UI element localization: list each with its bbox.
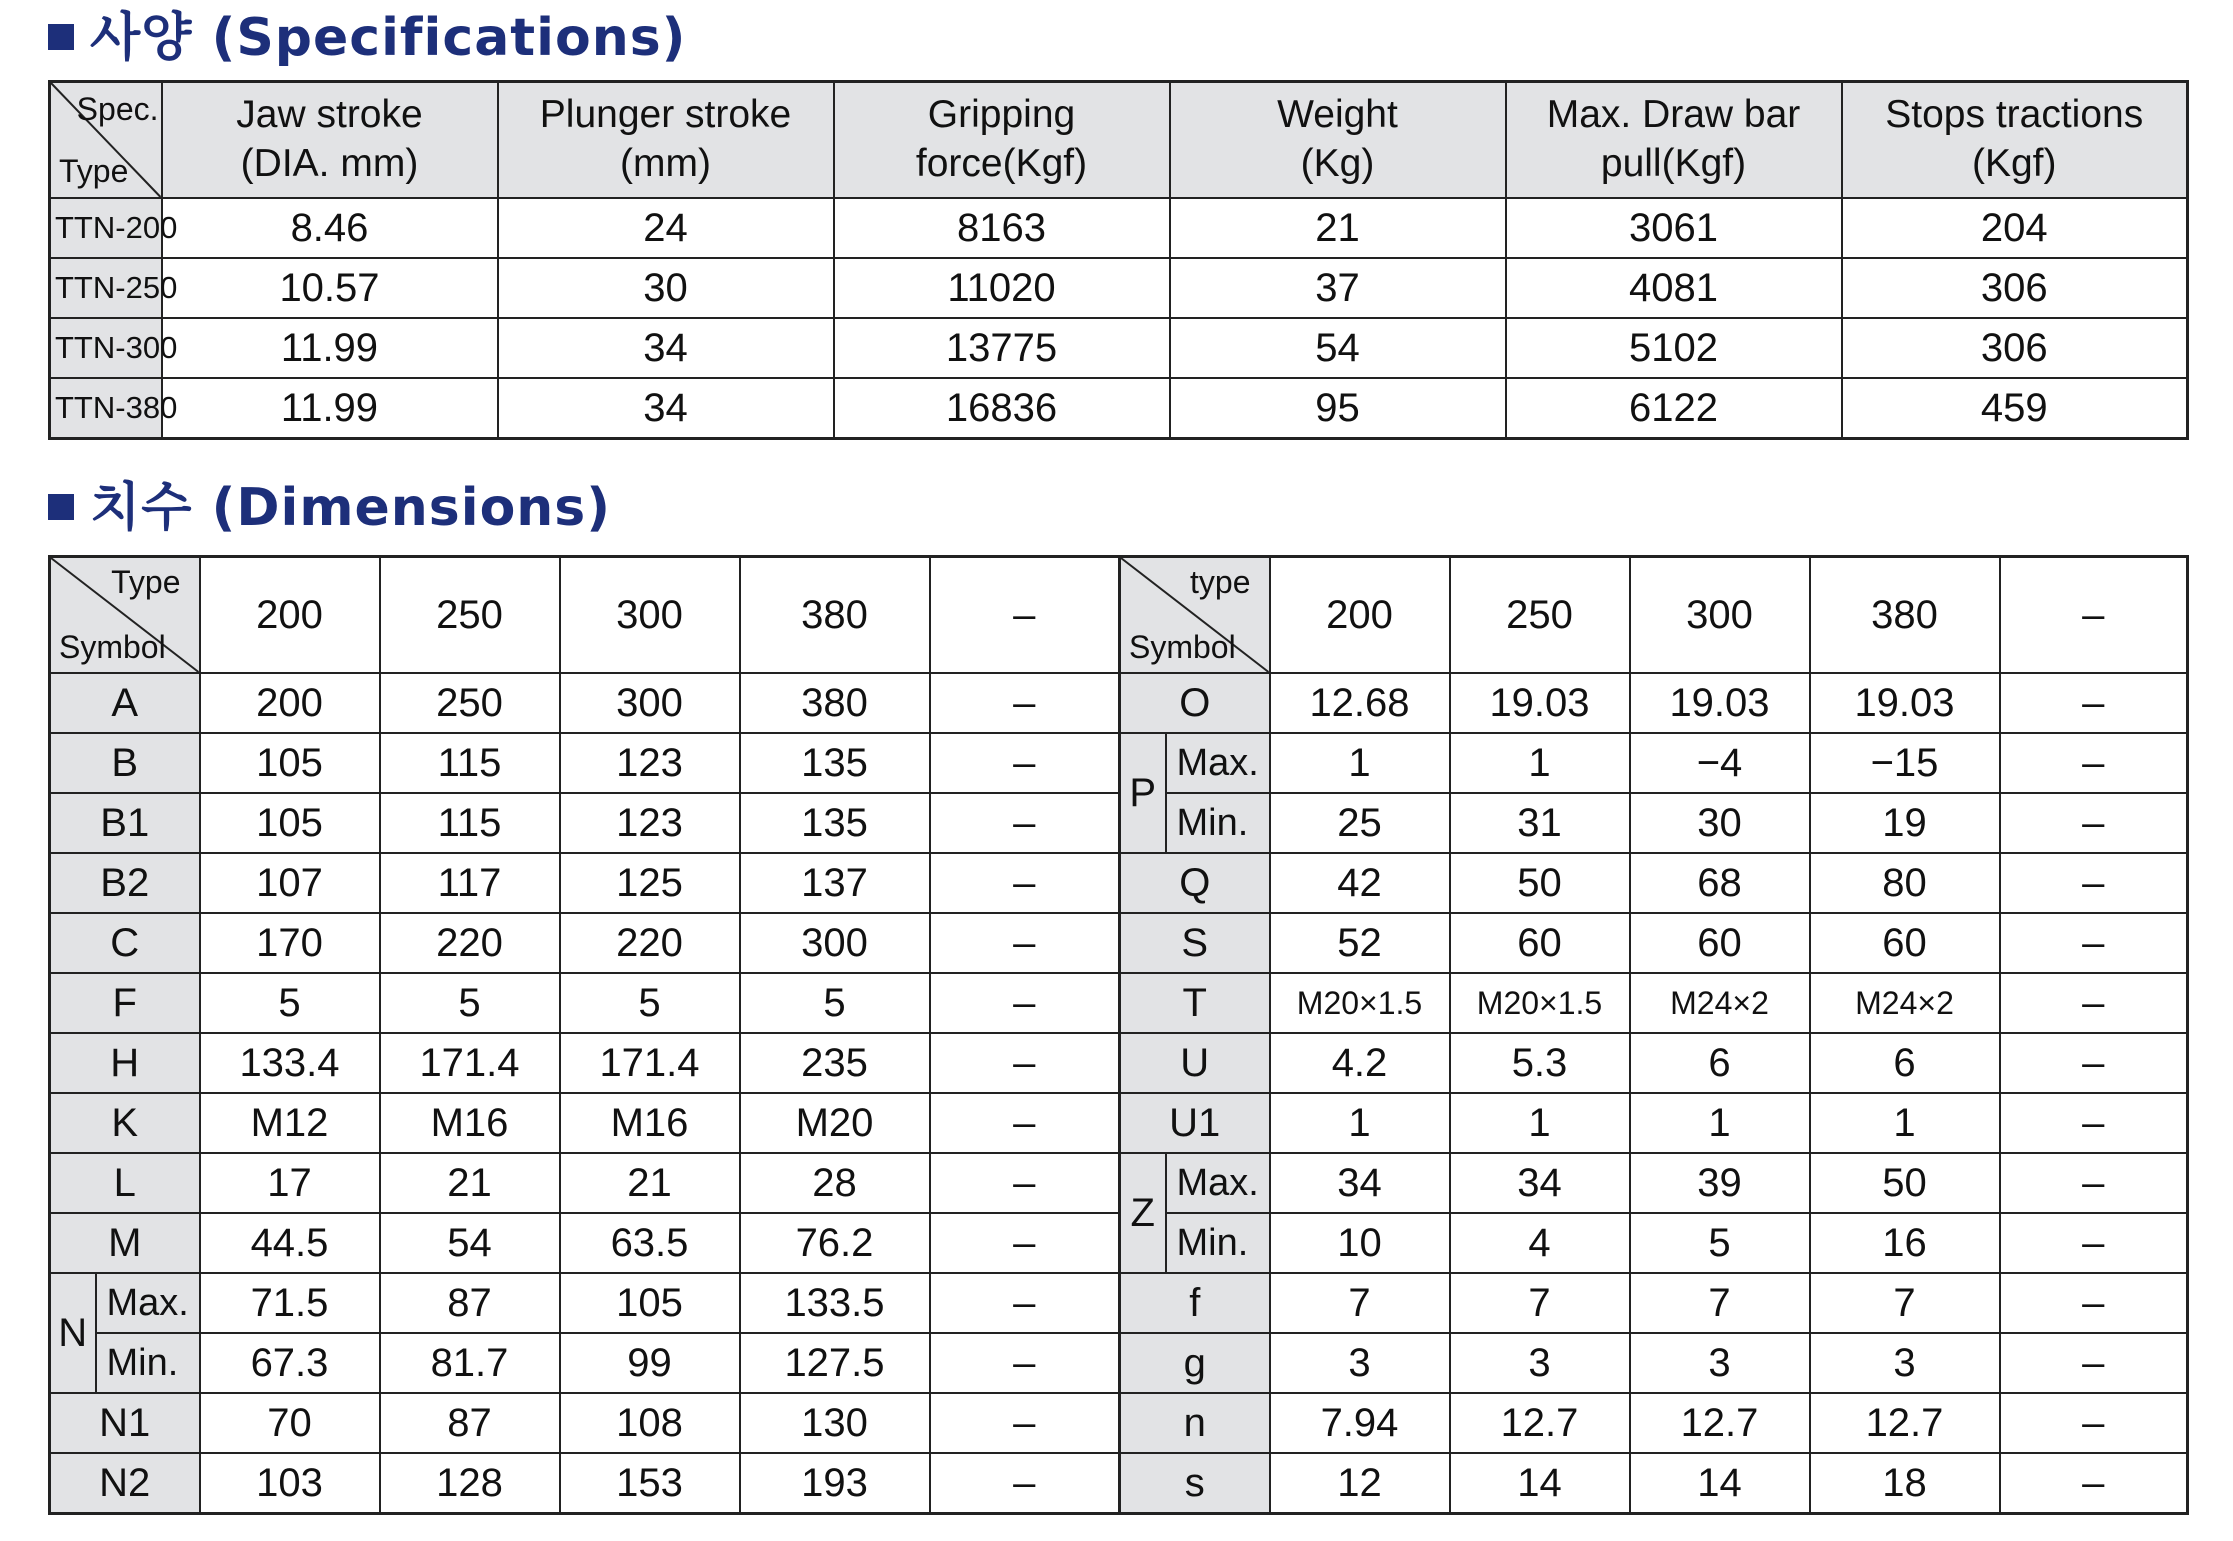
dim-left-symbol-cell: N2: [50, 1453, 200, 1514]
dim-right-value-cell: –: [2000, 1273, 2188, 1333]
dim-left-symbol-cell: C: [50, 913, 200, 973]
dim-left-symbol-cell: N: [50, 1273, 96, 1393]
dim-right-row: [1120, 1453, 2188, 1514]
dim-right-value-cell: 7: [1810, 1273, 2000, 1333]
dim-left-symbol-cell: M: [50, 1213, 200, 1273]
dim-left-value-cell: 135: [740, 733, 930, 793]
dim-right-row: [1120, 733, 2188, 793]
dim-left-value-cell: 135: [740, 793, 930, 853]
dim-left-value-cell: 44.5: [200, 1213, 380, 1273]
spec-value-cell: 34: [498, 378, 834, 439]
dim-right-value-cell: –: [2000, 973, 2188, 1033]
dim-right-symbol-cell: P: [1120, 733, 1166, 853]
dim-right-sub-symbol-cell: Max.: [1166, 733, 1270, 793]
dim-right-symbol-cell: Q: [1120, 853, 1270, 913]
dim-left-value-cell: 76.2: [740, 1213, 930, 1273]
spec-value-cell: 459: [1842, 378, 2188, 439]
spec-header-draw-bar-pull: Max. Draw bar pull(Kgf): [1506, 82, 1842, 199]
spec-value-cell: 54: [1170, 318, 1506, 378]
dim-right-value-cell: M24×2: [1810, 973, 2000, 1033]
spec-value-cell: 10.57: [162, 258, 498, 318]
dim-right-value-cell: 60: [1630, 913, 1810, 973]
dim-right-corner-top-label: type: [1190, 564, 1251, 600]
dimensions-table-left: [48, 555, 1121, 1515]
dim-right-value-cell: −15: [1810, 733, 2000, 793]
dim-left-value-cell: –: [930, 1453, 1120, 1514]
dim-right-value-cell: 60: [1450, 913, 1630, 973]
dim-left-value-cell: 105: [200, 793, 380, 853]
dim-left-value-cell: –: [930, 733, 1120, 793]
dim-left-value-cell: 153: [560, 1453, 740, 1514]
dim-right-value-cell: 1: [1270, 733, 1450, 793]
spec-row: [50, 198, 2188, 258]
dim-left-value-cell: M16: [380, 1093, 560, 1153]
square-bullet-icon: [48, 24, 74, 50]
dim-left-value-cell: 81.7: [380, 1333, 560, 1393]
dim-right-value-cell: 1: [1450, 1093, 1630, 1153]
dim-left-value-cell: 5: [200, 973, 380, 1033]
dim-right-value-cell: 1: [1810, 1093, 2000, 1153]
dim-left-row: [50, 1213, 1120, 1273]
dim-left-col-header: 250: [380, 557, 560, 674]
dim-right-col-header: –: [2000, 557, 2188, 674]
dim-left-value-cell: 123: [560, 793, 740, 853]
dim-right-value-cell: 52: [1270, 913, 1450, 973]
dim-right-symbol-cell: f: [1120, 1273, 1270, 1333]
dim-right-value-cell: 50: [1450, 853, 1630, 913]
dim-left-col-header: 380: [740, 557, 930, 674]
dim-right-symbol-cell: O: [1120, 673, 1270, 733]
dim-right-value-cell: 6: [1810, 1033, 2000, 1093]
spec-header-plunger-stroke: Plunger stroke (mm): [498, 82, 834, 199]
dim-right-value-cell: 1: [1450, 733, 1630, 793]
dim-left-symbol-cell: B1: [50, 793, 200, 853]
spec-value-cell: 30: [498, 258, 834, 318]
dim-right-sub-symbol-cell: Min.: [1166, 793, 1270, 853]
dim-right-value-cell: 1: [1270, 1093, 1450, 1153]
dim-left-value-cell: 300: [740, 913, 930, 973]
dim-right-value-cell: –: [2000, 1153, 2188, 1213]
dim-right-value-cell: –: [2000, 733, 2188, 793]
square-bullet-icon: [48, 494, 74, 520]
dim-left-value-cell: 63.5: [560, 1213, 740, 1273]
dim-right-value-cell: 12.7: [1450, 1393, 1630, 1453]
dimensions-table-right: [1118, 555, 2189, 1515]
dim-left-row: [50, 1273, 1120, 1333]
dim-right-value-cell: 12: [1270, 1453, 1450, 1514]
dim-right-value-cell: 68: [1630, 853, 1810, 913]
spec-value-cell: 34: [498, 318, 834, 378]
dim-right-symbol-cell: T: [1120, 973, 1270, 1033]
dim-right-value-cell: 14: [1450, 1453, 1630, 1514]
dim-left-value-cell: –: [930, 913, 1120, 973]
dim-left-value-cell: 235: [740, 1033, 930, 1093]
spec-value-cell: 204: [1842, 198, 2188, 258]
dim-left-value-cell: M12: [200, 1093, 380, 1153]
dim-left-row: [50, 853, 1120, 913]
dim-left-row: [50, 1033, 1120, 1093]
dim-left-value-cell: –: [930, 1333, 1120, 1393]
dim-right-col-header: 250: [1450, 557, 1630, 674]
spec-section-title: [48, 8, 687, 68]
spec-value-cell: 13775: [834, 318, 1170, 378]
dim-right-value-cell: 12.7: [1810, 1393, 2000, 1453]
dim-right-value-cell: 4: [1450, 1213, 1630, 1273]
dim-left-value-cell: –: [930, 1033, 1120, 1093]
dim-right-value-cell: M20×1.5: [1450, 973, 1630, 1033]
dim-right-value-cell: –: [2000, 913, 2188, 973]
dim-right-value-cell: 31: [1450, 793, 1630, 853]
dim-right-symbol-cell: U1: [1120, 1093, 1270, 1153]
dim-left-row: [50, 733, 1120, 793]
spec-value-cell: 37: [1170, 258, 1506, 318]
dim-left-value-cell: 128: [380, 1453, 560, 1514]
dim-left-value-cell: –: [930, 793, 1120, 853]
dim-right-value-cell: 10: [1270, 1213, 1450, 1273]
dim-left-value-cell: 380: [740, 673, 930, 733]
dim-left-value-cell: 5: [380, 973, 560, 1033]
dim-right-value-cell: 34: [1450, 1153, 1630, 1213]
spec-value-cell: 306: [1842, 318, 2188, 378]
dim-left-value-cell: 200: [200, 673, 380, 733]
dim-left-value-cell: 220: [560, 913, 740, 973]
dim-left-value-cell: 54: [380, 1213, 560, 1273]
spec-row: [50, 378, 2188, 439]
dim-right-symbol-cell: s: [1120, 1453, 1270, 1514]
dim-right-value-cell: –: [2000, 1093, 2188, 1153]
spec-header-gripping-force: Gripping force(Kgf): [834, 82, 1170, 199]
dim-left-corner-cell: [50, 557, 200, 674]
dim-right-value-cell: 42: [1270, 853, 1450, 913]
dim-right-value-cell: 34: [1270, 1153, 1450, 1213]
dim-right-value-cell: –: [2000, 1453, 2188, 1514]
dim-right-symbol-cell: g: [1120, 1333, 1270, 1393]
dim-left-value-cell: 87: [380, 1393, 560, 1453]
dim-left-value-cell: 28: [740, 1153, 930, 1213]
dim-left-symbol-cell: H: [50, 1033, 200, 1093]
dim-right-symbol-cell: U: [1120, 1033, 1270, 1093]
spec-type-cell: TTN-200: [50, 198, 162, 258]
dim-left-symbol-cell: F: [50, 973, 200, 1033]
dim-right-value-cell: 14: [1630, 1453, 1810, 1514]
dim-left-value-cell: 171.4: [560, 1033, 740, 1093]
dim-right-value-cell: 5: [1630, 1213, 1810, 1273]
dim-left-value-cell: 105: [200, 733, 380, 793]
dim-right-value-cell: 80: [1810, 853, 2000, 913]
dim-left-value-cell: 5: [560, 973, 740, 1033]
dim-left-value-cell: –: [930, 853, 1120, 913]
spec-value-cell: 24: [498, 198, 834, 258]
dim-left-row: [50, 1093, 1120, 1153]
spec-corner-top-label: Spec.: [76, 91, 159, 127]
dim-left-value-cell: 117: [380, 853, 560, 913]
spec-value-cell: 11020: [834, 258, 1170, 318]
dim-left-value-cell: –: [930, 973, 1120, 1033]
dimensions-section-title: [48, 478, 612, 538]
dim-left-value-cell: 133.5: [740, 1273, 930, 1333]
dim-left-value-cell: 21: [380, 1153, 560, 1213]
spec-table: [48, 80, 2189, 440]
dim-left-value-cell: 87: [380, 1273, 560, 1333]
dim-left-row: [50, 1453, 1120, 1514]
dim-right-value-cell: 1: [1630, 1093, 1810, 1153]
spec-value-cell: 306: [1842, 258, 2188, 318]
dim-left-value-cell: 133.4: [200, 1033, 380, 1093]
dim-left-value-cell: 127.5: [740, 1333, 930, 1393]
spec-value-cell: 95: [1170, 378, 1506, 439]
spec-header-row: [50, 82, 2188, 199]
dim-right-row: [1120, 1033, 2188, 1093]
spec-title-text: 사양 (Specifications): [90, 8, 687, 68]
dim-right-value-cell: 3: [1630, 1333, 1810, 1393]
dim-right-row: [1120, 1393, 2188, 1453]
dim-right-value-cell: 3: [1810, 1333, 2000, 1393]
dim-right-row: [1120, 853, 2188, 913]
dim-left-value-cell: 71.5: [200, 1273, 380, 1333]
dim-right-corner-cell: [1120, 557, 1270, 674]
dim-left-value-cell: –: [930, 1273, 1120, 1333]
dim-right-value-cell: 39: [1630, 1153, 1810, 1213]
dim-right-value-cell: 7: [1450, 1273, 1630, 1333]
dim-right-sub-symbol-cell: Max.: [1166, 1153, 1270, 1213]
dim-left-symbol-cell: A: [50, 673, 200, 733]
dim-left-symbol-cell: B2: [50, 853, 200, 913]
dim-left-value-cell: 250: [380, 673, 560, 733]
dim-left-value-cell: 171.4: [380, 1033, 560, 1093]
dim-left-row: [50, 1333, 1120, 1393]
dim-right-row: [1120, 673, 2188, 733]
dim-right-value-cell: –: [2000, 1213, 2188, 1273]
spec-value-cell: 3061: [1506, 198, 1842, 258]
dim-right-value-cell: 7.94: [1270, 1393, 1450, 1453]
dim-right-value-cell: 19: [1810, 793, 2000, 853]
dim-left-symbol-cell: K: [50, 1093, 200, 1153]
dim-right-value-cell: –: [2000, 793, 2188, 853]
dim-left-corner-top-label: Type: [111, 564, 181, 600]
dim-left-row: [50, 1393, 1120, 1453]
dim-right-row: [1120, 973, 2188, 1033]
dim-right-symbol-cell: S: [1120, 913, 1270, 973]
dim-left-value-cell: 137: [740, 853, 930, 913]
dim-right-value-cell: –: [2000, 1033, 2188, 1093]
dim-right-row: [1120, 1333, 2188, 1393]
spec-header-jaw-stroke: Jaw stroke (DIA. mm): [162, 82, 498, 199]
dim-right-row: [1120, 1153, 2188, 1213]
dim-right-value-cell: 16: [1810, 1213, 2000, 1273]
spec-value-cell: 6122: [1506, 378, 1842, 439]
dim-right-value-cell: 4.2: [1270, 1033, 1450, 1093]
dim-right-value-cell: 60: [1810, 913, 2000, 973]
dim-left-value-cell: 70: [200, 1393, 380, 1453]
dim-left-value-cell: 193: [740, 1453, 930, 1514]
dim-right-value-cell: 25: [1270, 793, 1450, 853]
dim-right-symbol-cell: n: [1120, 1393, 1270, 1453]
dim-right-header-row: [1120, 557, 2188, 674]
dim-right-value-cell: 12.68: [1270, 673, 1450, 733]
dim-left-value-cell: 5: [740, 973, 930, 1033]
spec-value-cell: 4081: [1506, 258, 1842, 318]
dim-right-value-cell: 19.03: [1810, 673, 2000, 733]
spec-value-cell: 8163: [834, 198, 1170, 258]
dim-left-value-cell: 115: [380, 793, 560, 853]
dim-right-value-cell: 6: [1630, 1033, 1810, 1093]
dim-right-value-cell: 30: [1630, 793, 1810, 853]
dim-right-corner-bottom-label: Symbol: [1129, 629, 1236, 665]
spec-value-cell: 11.99: [162, 318, 498, 378]
dim-left-value-cell: 17: [200, 1153, 380, 1213]
spec-header-stops-tractions: Stops tractions (Kgf): [1842, 82, 2188, 199]
dim-right-value-cell: 3: [1450, 1333, 1630, 1393]
spec-value-cell: 8.46: [162, 198, 498, 258]
dim-left-value-cell: 220: [380, 913, 560, 973]
dim-left-value-cell: 130: [740, 1393, 930, 1453]
dim-left-row: [50, 1153, 1120, 1213]
dim-left-value-cell: 115: [380, 733, 560, 793]
dim-left-value-cell: 108: [560, 1393, 740, 1453]
dim-left-value-cell: –: [930, 1393, 1120, 1453]
dim-right-value-cell: 7: [1630, 1273, 1810, 1333]
dim-right-value-cell: 5.3: [1450, 1033, 1630, 1093]
dim-left-symbol-cell: N1: [50, 1393, 200, 1453]
dim-left-row: [50, 673, 1120, 733]
spec-value-cell: 5102: [1506, 318, 1842, 378]
spec-corner-cell: [50, 82, 162, 199]
dim-left-row: [50, 913, 1120, 973]
dim-right-value-cell: 19.03: [1630, 673, 1810, 733]
dim-left-sub-symbol-cell: Max.: [96, 1273, 200, 1333]
dim-right-value-cell: M20×1.5: [1270, 973, 1450, 1033]
dim-left-corner-bottom-label: Symbol: [59, 629, 166, 665]
dim-right-symbol-cell: Z: [1120, 1153, 1166, 1273]
dim-left-value-cell: –: [930, 1093, 1120, 1153]
spec-value-cell: 11.99: [162, 378, 498, 439]
dim-left-value-cell: 107: [200, 853, 380, 913]
dim-left-value-cell: –: [930, 1213, 1120, 1273]
dim-right-value-cell: −4: [1630, 733, 1810, 793]
spec-type-cell: TTN-380: [50, 378, 162, 439]
dim-right-value-cell: 7: [1270, 1273, 1450, 1333]
dim-right-value-cell: –: [2000, 1333, 2188, 1393]
spec-type-cell: TTN-300: [50, 318, 162, 378]
dim-right-sub-symbol-cell: Min.: [1166, 1213, 1270, 1273]
dim-left-symbol-cell: B: [50, 733, 200, 793]
dim-left-value-cell: 103: [200, 1453, 380, 1514]
dim-left-header-row: [50, 557, 1120, 674]
dim-right-value-cell: 12.7: [1630, 1393, 1810, 1453]
dim-left-value-cell: 300: [560, 673, 740, 733]
dim-left-sub-symbol-cell: Min.: [96, 1333, 200, 1393]
spec-row: [50, 318, 2188, 378]
dim-left-row: [50, 973, 1120, 1033]
dim-left-col-header: 200: [200, 557, 380, 674]
dim-right-row: [1120, 1273, 2188, 1333]
dim-left-value-cell: 99: [560, 1333, 740, 1393]
spec-row: [50, 258, 2188, 318]
dim-left-col-header: –: [930, 557, 1120, 674]
dim-left-value-cell: 67.3: [200, 1333, 380, 1393]
dimensions-title-text: 치수 (Dimensions): [90, 478, 612, 538]
dim-left-value-cell: 21: [560, 1153, 740, 1213]
dim-left-value-cell: 170: [200, 913, 380, 973]
dim-right-col-header: 380: [1810, 557, 2000, 674]
dim-left-value-cell: 123: [560, 733, 740, 793]
dim-right-row: [1120, 1093, 2188, 1153]
dim-right-row: [1120, 913, 2188, 973]
dim-right-row: [1120, 1213, 2188, 1273]
spec-type-cell: TTN-250: [50, 258, 162, 318]
dim-left-value-cell: –: [930, 1153, 1120, 1213]
dim-left-value-cell: 125: [560, 853, 740, 913]
dim-right-value-cell: –: [2000, 853, 2188, 913]
dim-right-value-cell: 18: [1810, 1453, 2000, 1514]
spec-value-cell: 21: [1170, 198, 1506, 258]
spec-corner-bottom-label: Type: [59, 153, 129, 189]
dim-right-value-cell: M24×2: [1630, 973, 1810, 1033]
dim-right-value-cell: 3: [1270, 1333, 1450, 1393]
dim-left-value-cell: –: [930, 673, 1120, 733]
dim-right-col-header: 300: [1630, 557, 1810, 674]
spec-value-cell: 16836: [834, 378, 1170, 439]
dim-left-value-cell: M16: [560, 1093, 740, 1153]
dim-left-value-cell: 105: [560, 1273, 740, 1333]
dim-right-value-cell: –: [2000, 1393, 2188, 1453]
dim-right-value-cell: 50: [1810, 1153, 2000, 1213]
spec-header-weight: Weight (Kg): [1170, 82, 1506, 199]
dim-left-value-cell: M20: [740, 1093, 930, 1153]
dim-right-row: [1120, 793, 2188, 853]
dim-left-symbol-cell: L: [50, 1153, 200, 1213]
dim-right-value-cell: 19.03: [1450, 673, 1630, 733]
dim-right-value-cell: –: [2000, 673, 2188, 733]
dim-left-col-header: 300: [560, 557, 740, 674]
dim-right-col-header: 200: [1270, 557, 1450, 674]
dim-left-row: [50, 793, 1120, 853]
